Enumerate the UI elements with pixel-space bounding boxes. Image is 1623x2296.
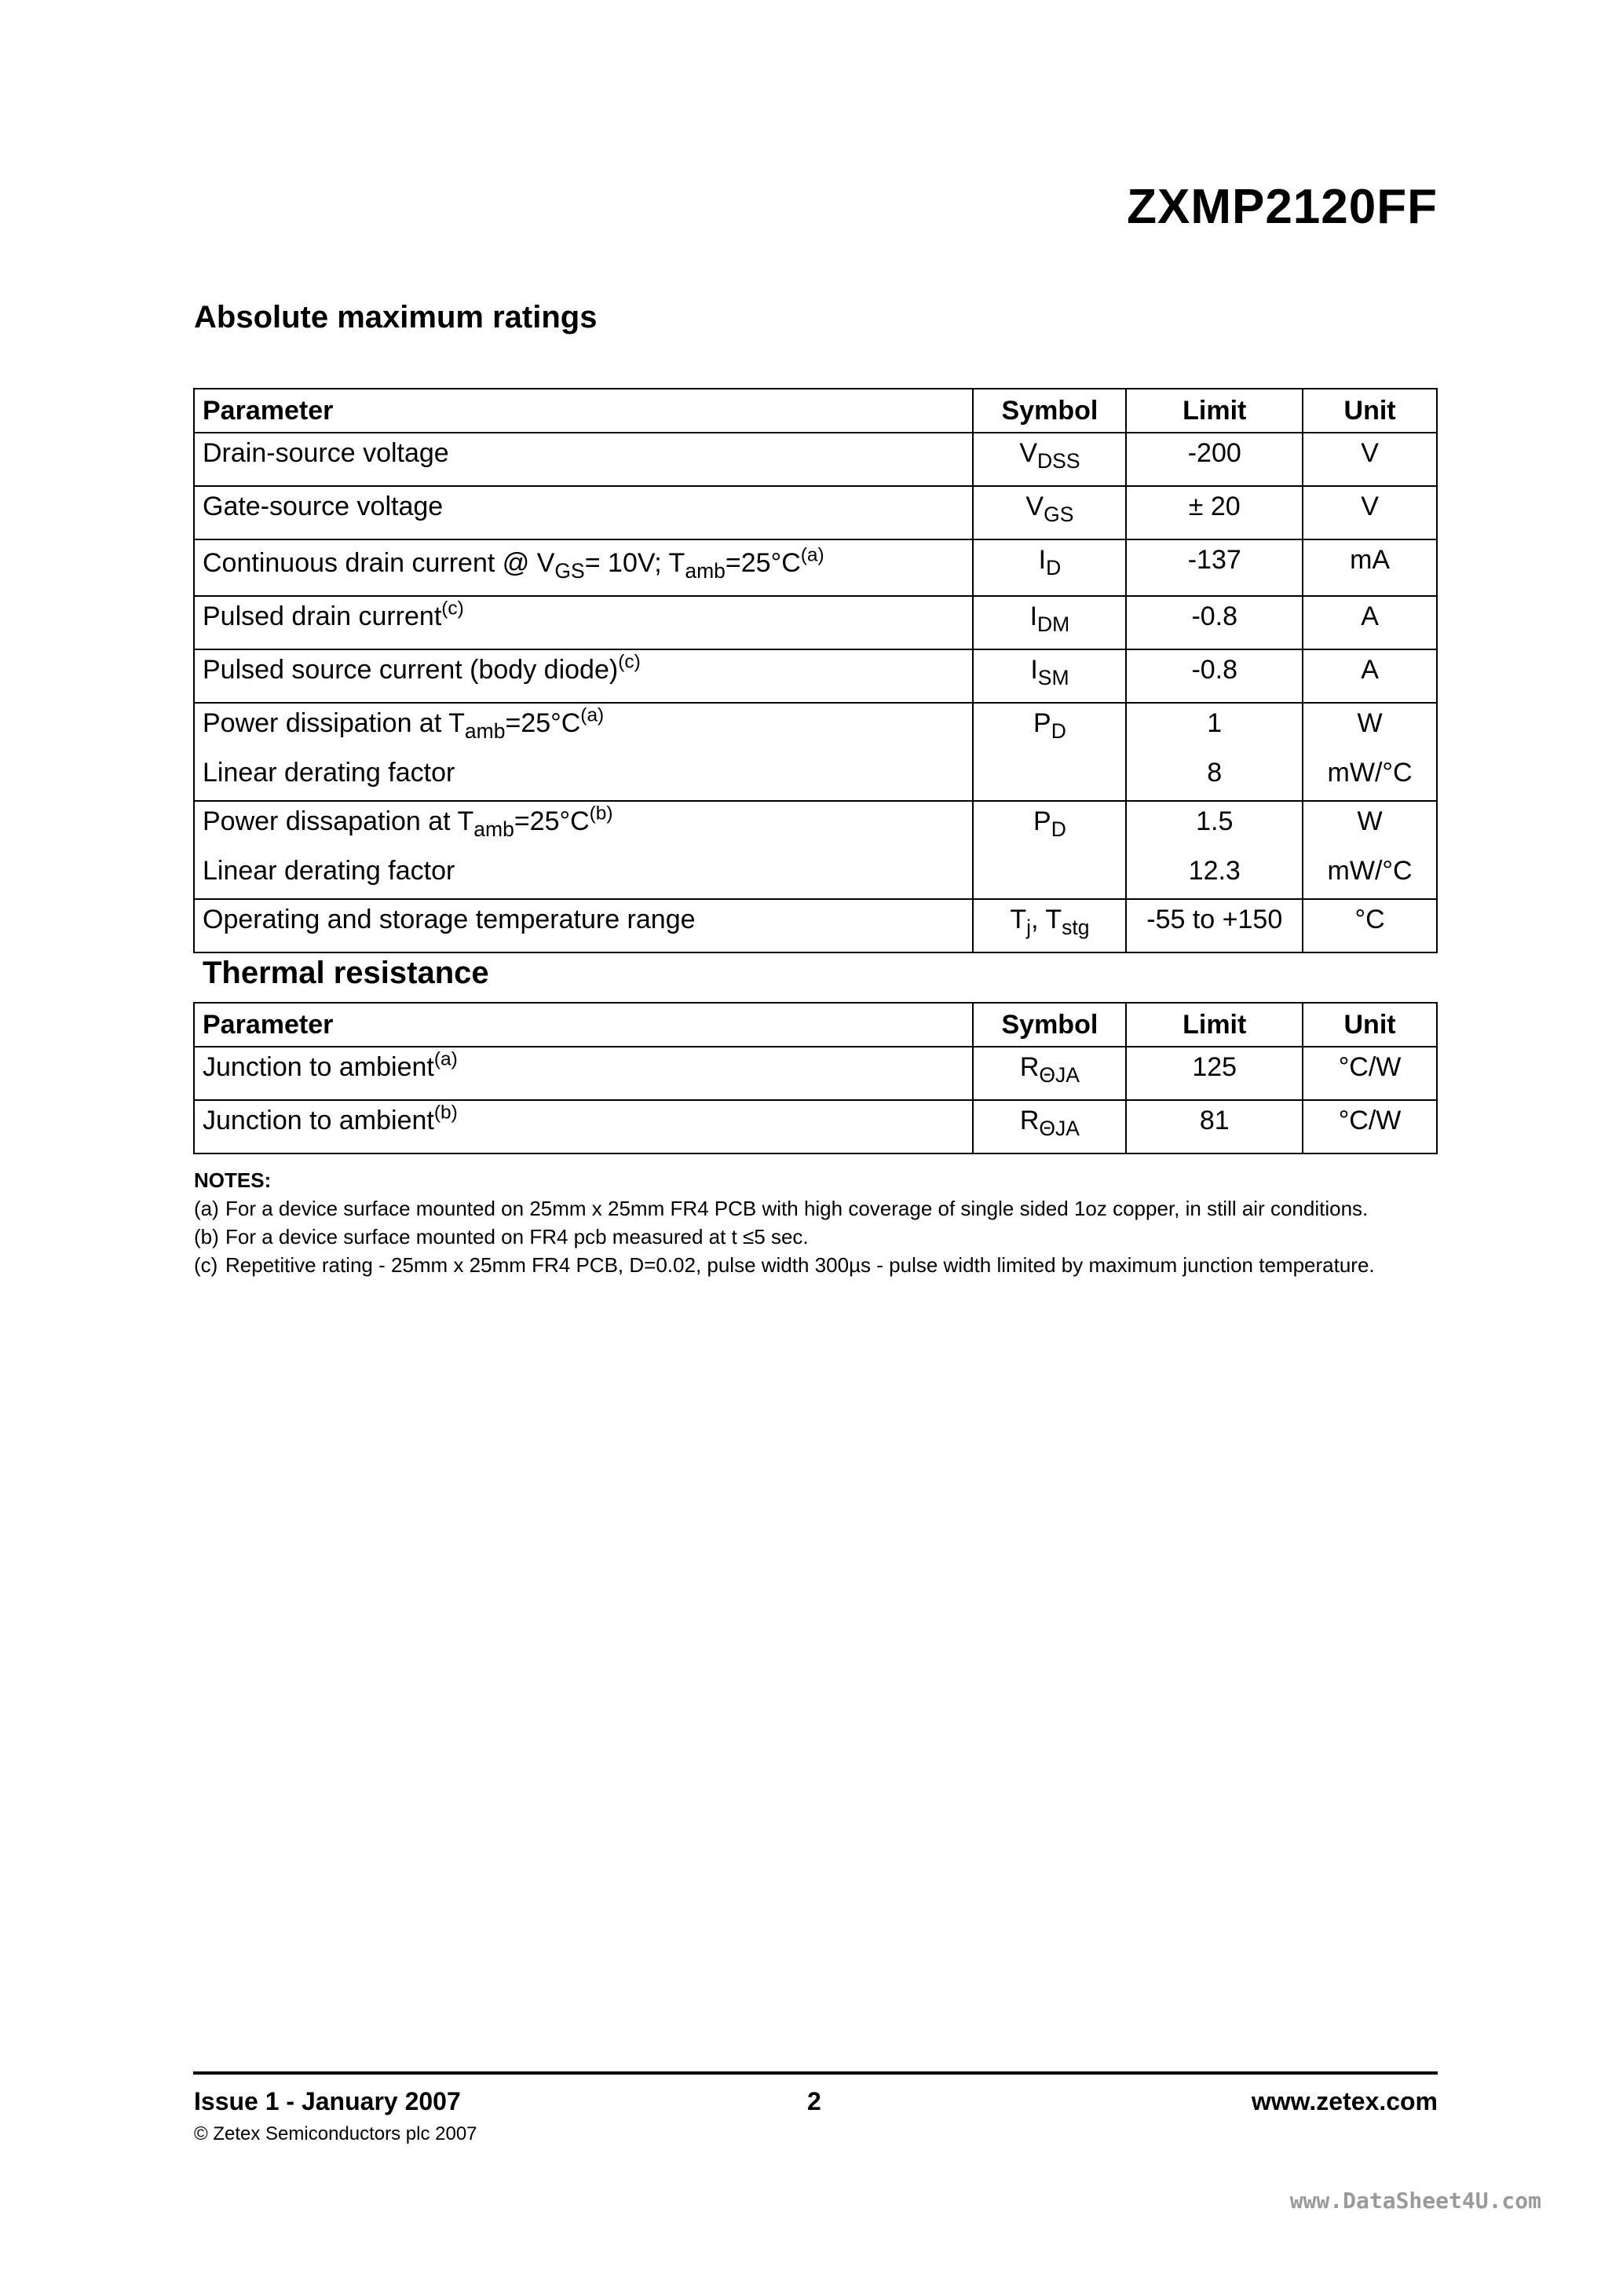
notes-section [194, 1166, 1438, 1279]
thermal-resistance-heading: Thermal resistance [203, 956, 489, 990]
parameter-cell: Operating and storage temperature range [194, 899, 973, 952]
table-row [194, 486, 1437, 539]
limit-cell: ± 20 [1126, 486, 1303, 539]
limit-cell: 1.5 12.3 [1126, 801, 1303, 899]
page-number: 2 [807, 2087, 821, 2115]
note-item: (a) For a device surface mounted on 25mm x 25mm FR4 PCB with high coverage of single sided 1oz copper, in still air conditions. [194, 1197, 1369, 1220]
symbol-cell: $P_D$ [973, 801, 1126, 899]
table-row [194, 1047, 1437, 1100]
parameter-cell: Power dissapation at $T_{amb}=25^\circ C^{(b)}$ Linear derating factor [194, 801, 973, 899]
footer-divider [193, 2071, 1438, 2075]
symbol-cell: $I_{DM}$ [973, 596, 1126, 649]
table-row [194, 433, 1437, 486]
unit-cell: W mW/°C [1303, 703, 1437, 801]
symbol-cell: $I_D$ [973, 539, 1126, 596]
note-item: (b) For a device surface mounted on FR4 pcb measured at t ≤5 sec. [194, 1225, 809, 1249]
unit-cell: °C/W [1303, 1100, 1437, 1153]
table-row [194, 801, 1437, 899]
table-header-row [194, 389, 1437, 433]
column-header-symbol: Symbol [973, 389, 1126, 433]
footer-copyright: © Zetex Semiconductors plc 2007 [194, 2123, 477, 2144]
note-item: (c) Repetitive rating - 25mm x 25mm FR4 PCB, D=0.02, pulse width 300µs - pulse width limited by maximum junction temperature. [194, 1253, 1375, 1277]
parameter-cell: Gate-source voltage [194, 486, 973, 539]
limit-cell: 125 [1126, 1047, 1303, 1100]
table-row [194, 539, 1437, 596]
parameter-cell: Continuous drain current @ $V_{GS}= 10V$; $T_{amb}=25^\circ C^{(a)}$ [194, 539, 973, 596]
symbol-cell: $V_{DSS}$ [973, 433, 1126, 486]
limit-cell: 81 [1126, 1100, 1303, 1153]
symbol-cell: $T_j$, $T_{stg}$ [973, 899, 1126, 952]
unit-cell: V [1303, 433, 1437, 486]
page-title: ZXMP2120FF [1127, 180, 1438, 234]
parameter-cell: Drain-source voltage [194, 433, 973, 486]
table-row [194, 1100, 1437, 1153]
footer-issue: Issue 1 - January 2007 [194, 2087, 461, 2115]
column-header-symbol: Symbol [973, 1003, 1126, 1047]
thermal-resistance-table [193, 1002, 1438, 1154]
unit-cell: °C [1303, 899, 1437, 952]
limit-cell: 1 8 [1126, 703, 1303, 801]
table-row [194, 649, 1437, 703]
column-header-limit: Limit [1126, 1003, 1303, 1047]
notes-heading: NOTES: [194, 1168, 272, 1192]
parameter-cell: Junction to ambient$^{(b)}$ [194, 1100, 973, 1153]
limit-cell: -0.8 [1126, 596, 1303, 649]
table-row [194, 596, 1437, 649]
absolute-max-heading: Absolute maximum ratings [194, 300, 598, 335]
column-header-unit: Unit [1303, 1003, 1437, 1047]
watermark: www.DataSheet4U.com [1289, 2188, 1541, 2214]
parameter-cell: Junction to ambient$^{(a)}$ [194, 1047, 973, 1100]
symbol-cell: $V_{GS}$ [973, 486, 1126, 539]
unit-cell: mA [1303, 539, 1437, 596]
column-header-parameter: Parameter [194, 1003, 973, 1047]
table-row [194, 899, 1437, 952]
symbol-cell: $I_{SM}$ [973, 649, 1126, 703]
unit-cell: W mW/°C [1303, 801, 1437, 899]
unit-cell: V [1303, 486, 1437, 539]
table-row [194, 703, 1437, 801]
parameter-cell: Pulsed drain current$^{(c)}$ [194, 596, 973, 649]
symbol-cell: $R_{\Theta JA}$ [973, 1047, 1126, 1100]
limit-cell: -137 [1126, 539, 1303, 596]
parameter-cell: Power dissipation at $T_{amb}=25^\circ C^{(a)}$ Linear derating factor [194, 703, 973, 801]
limit-cell: -55 to +150 [1126, 899, 1303, 952]
column-header-unit: Unit [1303, 389, 1437, 433]
table-header-row [194, 1003, 1437, 1047]
column-header-limit: Limit [1126, 389, 1303, 433]
parameter-cell: Pulsed source current (body diode)$^{(c)}$ [194, 649, 973, 703]
unit-cell: A [1303, 649, 1437, 703]
absolute-max-table [193, 388, 1438, 953]
limit-cell: -0.8 [1126, 649, 1303, 703]
limit-cell: -200 [1126, 433, 1303, 486]
unit-cell: °C/W [1303, 1047, 1437, 1100]
symbol-cell: $R_{\Theta JA}$ [973, 1100, 1126, 1153]
unit-cell: A [1303, 596, 1437, 649]
footer-url: www.zetex.com [1251, 2087, 1438, 2115]
symbol-cell: $P_D$ [973, 703, 1126, 801]
column-header-parameter: Parameter [194, 389, 973, 433]
